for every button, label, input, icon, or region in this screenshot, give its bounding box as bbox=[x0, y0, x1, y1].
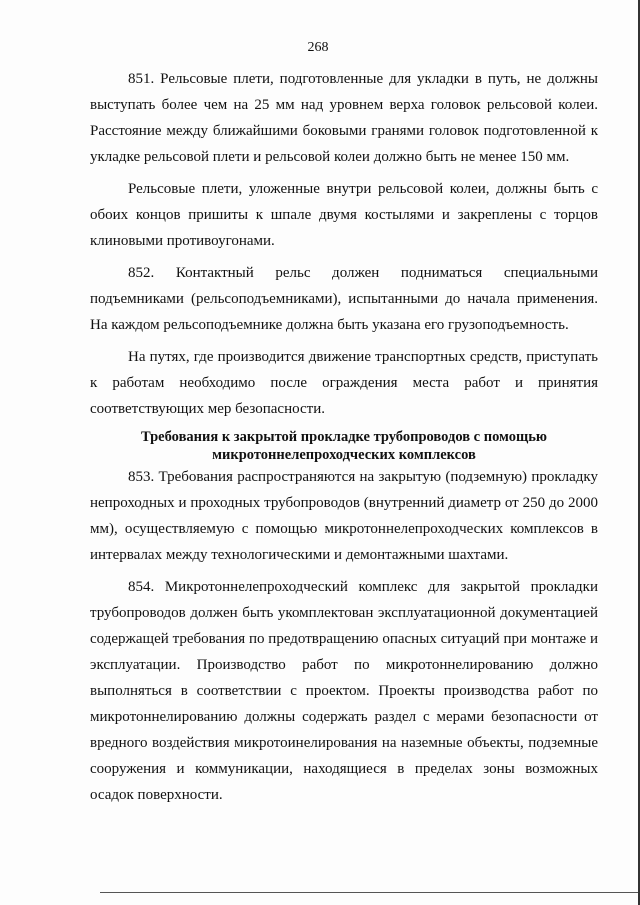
paragraph-852: 852. Контактный рельс должен подниматься специальными подъемниками (рельсоподъемниками), испытанными до начала применения. На каждом рельсоподъемнике должна быть указана его грузоподъемность. bbox=[90, 265, 598, 333]
paragraph-854: 854. Микротоннелепроходческий комплекс для закрытой прокладки трубопроводов должен быть укомплектован эксплуатационной документацией содержащей требования по предотвращению опасных ситуаций при монтаже и эксплуатации. Производство работ по микротоннелированию должно выполняться в соответствии с проектом. Проекты производства работ по микротоннелированию должны содержать раздел с мерами безопасности от вредного воздействия микротоинелирования на наземные объекты, подземные сооружения и коммуникации, находящиеся в пределах зоны возможных осадок поверхности. bbox=[90, 579, 598, 803]
document-body bbox=[90, 66, 598, 808]
paragraph-853: 853. Требования распространяются на закрытую (подземную) прокладку непроходных и проходных трубопроводов (внутренний диаметр от 250 до 2000 мм), осуществляемую с помощью микротоннелепроходческих комплексов в интервалах между технологическими и демонтажными шахтами. bbox=[90, 469, 598, 563]
page-number: 268 bbox=[307, 40, 329, 55]
section-heading: Требования к закрытой прокладке трубопроводов с помощью микротоннелепроходческих комплексов bbox=[141, 429, 547, 463]
bottom-border-line bbox=[100, 892, 638, 893]
paragraph-851: 851. Рельсовые плети, подготовленные для укладки в путь, не должны выступать более чем на 25 мм над уровнем верха головок рельсовой колеи. Расстояние между ближайшими боковыми гранями головок подготовленной к укладке рельсовой плети и рельсовой колеи должно быть не менее 150 мм. bbox=[90, 71, 598, 165]
paragraph-852-continued: На путях, где производится движение транспортных средств, приступать к работам необходимо после ограждения места работ и принятия соответствующих мер безопасности. bbox=[90, 349, 598, 417]
paragraph-851-continued: Рельсовые плети, уложенные внутри рельсовой колеи, должны быть с обоих концов пришиты к шпале двумя костылями и закреплены с торцов клиновыми противоугонами. bbox=[90, 181, 598, 249]
